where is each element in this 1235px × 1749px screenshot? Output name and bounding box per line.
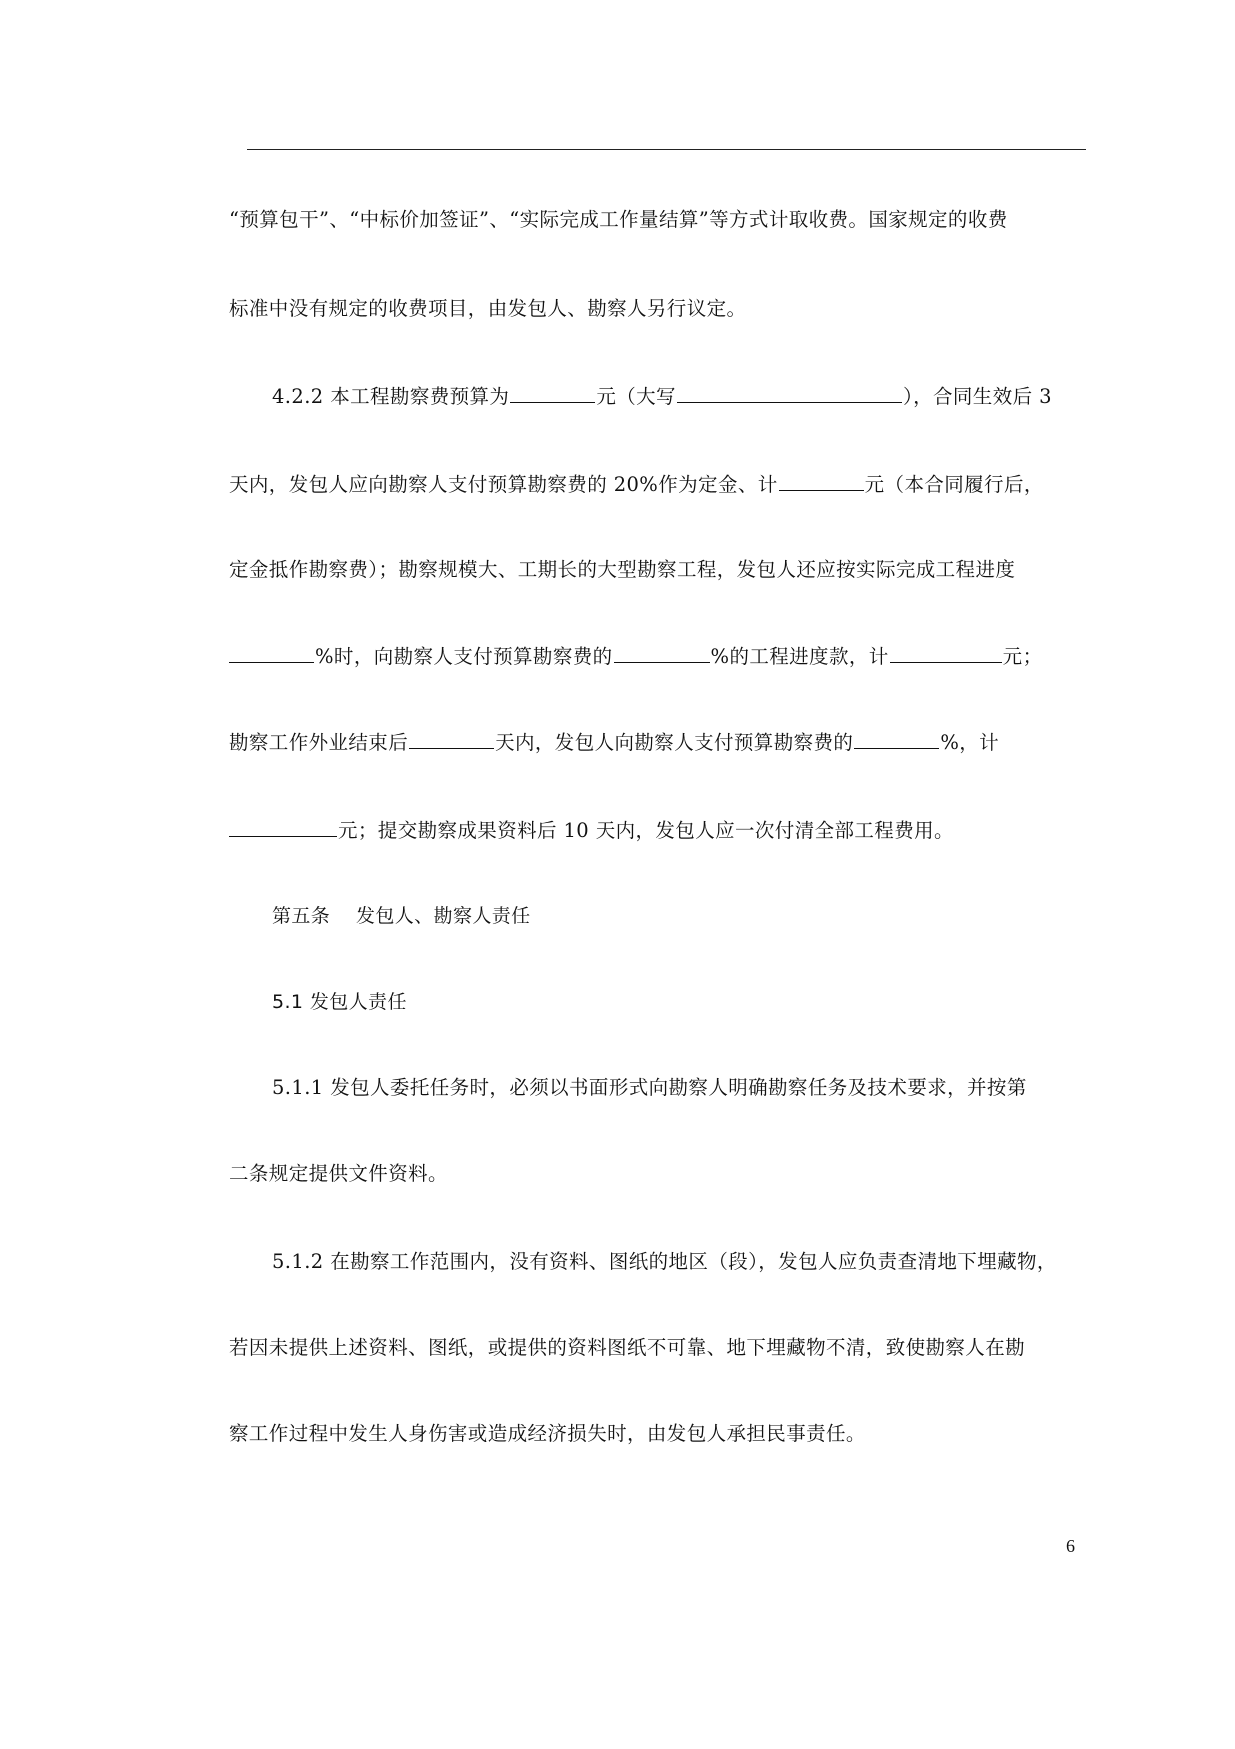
text-segment: 5.1.1 发包人委托任务时，必须以书面形式向勘察人明确勘察任务及技术要求，并按第	[272, 1076, 1027, 1099]
text-segment: 天内，发包人向勘察人支付预算勘察费的	[495, 731, 854, 754]
paragraph-line	[229, 1420, 1103, 1448]
paragraph-line	[229, 1160, 1103, 1188]
paragraph-line	[272, 1248, 1103, 1276]
paragraph-line	[272, 382, 1103, 411]
text-segment: 若因未提供上述资料、图纸，或提供的资料图纸不可靠、地下埋藏物不清，致使勘察人在勘	[229, 1336, 1026, 1359]
fill-in-blank	[229, 816, 337, 837]
text-segment: 元；提交勘察成果资料后 10 天内，发包人应一次付清全部工程费用。	[338, 819, 954, 842]
text-segment: 标准中没有规定的收费项目，由发包人、勘察人另行议定。	[229, 297, 747, 320]
fill-in-blank	[779, 470, 864, 491]
text-segment: ），合同生效后 3	[902, 385, 1052, 408]
text-segment: 勘察工作外业结束后	[229, 731, 409, 754]
fill-in-blank	[890, 642, 1002, 663]
fill-in-blank	[854, 728, 939, 749]
text-segment: “预算包干”、“中标价加签证”、“实际完成工作量结算”等方式计取收费。国家规定的收费	[229, 208, 1008, 231]
text-segment: 察工作过程中发生人身伤害或造成经济损失时，由发包人承担民事责任。	[229, 1422, 866, 1445]
paragraph-line	[229, 470, 1103, 499]
text-segment: 定金抵作勘察费）；勘察规模大、工期长的大型勘察工程，发包人还应按实际完成工程进度	[229, 558, 1016, 581]
paragraph-line	[272, 1074, 1103, 1102]
header-rule	[247, 149, 1086, 150]
text-segment: %，计	[940, 731, 1000, 754]
text-segment: 二条规定提供文件资料。	[229, 1162, 448, 1185]
paragraph-line	[229, 556, 1103, 584]
fill-in-blank	[229, 642, 314, 663]
text-segment: %时，向勘察人支付预算勘察费的	[315, 645, 613, 668]
fill-in-blank	[409, 728, 494, 749]
text-segment: 元（大写	[596, 385, 676, 408]
fill-in-blank	[510, 382, 595, 403]
text-segment: 元；	[1002, 645, 1043, 668]
paragraph-line	[229, 206, 1103, 234]
paragraph-line	[229, 816, 1103, 845]
text-segment: 4.2.2 本工程勘察费预算为	[272, 385, 510, 408]
subsection-heading	[272, 988, 1103, 1016]
page-number: 6	[1066, 1536, 1075, 1556]
paragraph-line	[229, 295, 1103, 323]
text-segment: 元（本合同履行后，	[864, 473, 1044, 496]
fill-in-blank	[677, 382, 902, 403]
paragraph-line	[229, 1334, 1103, 1362]
text-segment: 天内，发包人应向勘察人支付预算勘察费的 20%作为定金、计	[229, 473, 778, 496]
text-segment: %的工程进度款，计	[710, 645, 889, 668]
paragraph-line	[229, 642, 1103, 671]
section-heading	[272, 902, 1103, 930]
text-segment: 5.1 发包人责任	[272, 991, 407, 1013]
text-segment: 第五条 发包人、勘察人责任	[272, 905, 531, 927]
paragraph-line	[229, 728, 1103, 757]
text-segment: 5.1.2 在勘察工作范围内，没有资料、图纸的地区（段），发包人应负责查清地下埋藏物，	[272, 1250, 1057, 1273]
fill-in-blank	[614, 642, 710, 663]
